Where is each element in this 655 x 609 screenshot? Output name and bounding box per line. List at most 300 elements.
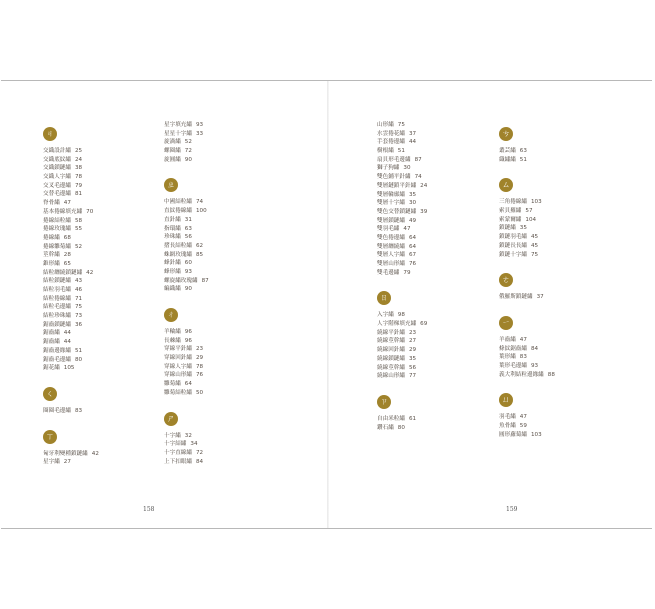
entry-name: 匈牙利變種鎖鏈繡 (43, 450, 88, 457)
entry-page-number: 74 (195, 199, 204, 206)
index-entry (499, 156, 599, 165)
entry-page-number: 43 (74, 278, 83, 285)
index-entry (164, 337, 264, 346)
bopomofo-badge: ㄕ (164, 412, 178, 426)
section-heading (499, 172, 599, 198)
entry-name: 繞線鎖鏈繡 (377, 355, 405, 362)
entry-page-number: 64 (408, 234, 417, 241)
book-spread (1, 80, 652, 529)
entry-page-number: 24 (420, 182, 428, 189)
bopomofo-badge: ㄓ (164, 178, 178, 192)
section-gap (499, 259, 599, 267)
entry-name: 山形繡 (377, 122, 394, 128)
entry-page-number: 93 (195, 122, 204, 128)
entry-name: 交叉毛邊繡 (43, 182, 71, 189)
entry-name: 珍珠繡 (164, 234, 181, 241)
index-entry (499, 224, 599, 233)
index-entry (43, 147, 143, 156)
index-entry (164, 259, 264, 268)
entry-page-number: 51 (397, 148, 405, 155)
index-entry (377, 311, 477, 320)
entry-page-number: 100 (195, 208, 207, 215)
entry-name: 交替毛邊繡 (43, 191, 71, 198)
entry-page-number: 104 (525, 216, 537, 223)
index-entry (377, 121, 477, 130)
entry-page-number: 23 (408, 329, 417, 336)
entry-name: 結粒珍珠繡 (43, 313, 71, 320)
index-entry (43, 347, 143, 356)
index-entry (43, 356, 143, 365)
index-entry (499, 413, 599, 422)
entry-name: 交織設計繡 (43, 148, 71, 154)
index-entry (164, 458, 264, 467)
entry-name: 義大利結粒邊緣繡 (499, 371, 544, 378)
entry-page-number: 103 (530, 199, 542, 206)
entry-name: 水雲捲花繡 (377, 130, 405, 137)
entry-page-number: 36 (74, 321, 83, 328)
index-entry (377, 173, 477, 182)
index-entry (377, 251, 477, 260)
entry-page-number: 38 (74, 165, 83, 172)
entry-name: 羊輪繡 (164, 329, 181, 335)
entry-page-number: 75 (397, 122, 405, 128)
entry-name: 捲線雛菊繡 (43, 243, 71, 250)
entry-page-number: 37 (536, 294, 544, 301)
entry-page-number: 35 (408, 355, 417, 362)
entry-name: 穿線回針繡 (164, 355, 192, 362)
entry-name: 繞線莖幹繡 (377, 364, 405, 371)
entry-name: 脊骨繡 (43, 200, 60, 207)
entry-name: 鋸花繡 (43, 365, 60, 372)
entry-name: 穿線人字繡 (164, 363, 192, 370)
entry-page-number: 27 (63, 459, 71, 466)
index-entry (43, 243, 143, 252)
index-entry (377, 234, 477, 243)
bopomofo-badge: ㄘ (499, 127, 513, 141)
index-entry (499, 198, 599, 207)
index-entry (377, 260, 477, 269)
index-entry (164, 354, 264, 363)
entry-page-number: 35 (408, 191, 417, 198)
index-entry (377, 147, 477, 156)
entry-page-number: 32 (184, 432, 192, 439)
index-entry (43, 164, 143, 173)
section-gap (499, 302, 599, 310)
entry-name: 繞線莖幹繡 (377, 338, 405, 345)
entry-name: 雙層十字繡 (377, 200, 405, 207)
index-entry (164, 328, 264, 337)
section-heading (377, 389, 477, 415)
entry-name: 雙色捲邊繡 (377, 234, 405, 241)
entry-page-number: 64 (408, 243, 417, 250)
entry-name: 結粒毛邊繡 (43, 304, 71, 311)
index-entry (377, 199, 477, 208)
entry-name: 交織人字繡 (43, 174, 71, 181)
entry-name: 交織底紋繡 (43, 156, 71, 163)
index-column-4 (499, 121, 599, 439)
index-entry (43, 321, 143, 330)
entry-name: 入字繡 (377, 312, 394, 319)
entry-page-number: 56 (408, 364, 417, 371)
entry-page-number: 75 (74, 304, 83, 311)
index-entry (499, 345, 599, 354)
index-entry (164, 345, 264, 354)
entry-name: 魚骨繡 (499, 423, 516, 429)
index-entry (164, 216, 264, 225)
index-entry (43, 329, 143, 338)
index-entry (377, 225, 477, 234)
entry-page-number: 67 (408, 252, 417, 259)
section-gap (377, 277, 477, 285)
index-entry (377, 364, 477, 373)
entry-name: 索貝羅繡 (499, 208, 522, 215)
entry-name: 雙層鏈鎖平針繡 (377, 182, 417, 189)
entry-name: 鋸齒鎖鏈繡 (43, 321, 71, 328)
section-gap (43, 416, 143, 424)
entry-name: 葉形毛邊繡 (499, 362, 527, 369)
entry-name: 交織鎖鏈繡 (43, 165, 71, 172)
index-column-1 (43, 121, 143, 467)
entry-page-number: 84 (195, 458, 204, 465)
entry-page-number: 73 (74, 313, 83, 320)
section-gap (164, 164, 264, 172)
bopomofo-badge: ㄩ (499, 393, 513, 407)
entry-page-number: 61 (408, 415, 417, 422)
index-entry (43, 173, 143, 182)
entry-name: 蜂針繡 (164, 260, 181, 267)
entry-page-number: 30 (403, 165, 411, 172)
index-entry (377, 164, 477, 173)
index-entry (164, 251, 264, 260)
entry-name: 長棘繡 (164, 337, 181, 344)
page-number-right: 159 (506, 506, 518, 513)
index-entry (43, 234, 143, 243)
index-entry (499, 371, 599, 380)
entry-name: 直針繡 (164, 216, 181, 223)
entry-name: 雙層人字繡 (377, 252, 405, 259)
entry-page-number: 34 (190, 441, 198, 448)
entry-name: 織繡繡 (499, 156, 516, 163)
bopomofo-badge: ㄔ (164, 308, 178, 322)
entry-name: 自由米粒繡 (377, 415, 405, 422)
entry-name: 捲線繡 (43, 234, 60, 241)
entry-name: 人字階梯填充繡 (377, 321, 417, 328)
entry-page-number: 83 (519, 354, 527, 361)
entry-name: 鑽石繡 (377, 424, 394, 431)
entry-name: 雙羽毛繡 (377, 226, 400, 233)
entry-page-number: 52 (184, 139, 192, 146)
index-entry (164, 138, 264, 147)
entry-page-number: 42 (91, 450, 99, 457)
index-entry (43, 295, 143, 304)
entry-name: 基本捲線填充繡 (43, 208, 83, 215)
index-entry (377, 372, 477, 381)
section-heading (499, 267, 599, 293)
index-entry (43, 208, 143, 217)
index-entry (499, 293, 599, 302)
entry-name: 摺長結粒繡 (164, 242, 192, 249)
entry-page-number: 37 (408, 130, 417, 137)
bopomofo-badge: ㄒ (43, 430, 57, 444)
entry-page-number: 50 (195, 389, 204, 396)
index-entry (499, 147, 599, 156)
index-entry (43, 199, 143, 208)
section-heading (164, 302, 264, 328)
index-entry (499, 431, 599, 440)
entry-page-number: 45 (530, 234, 539, 241)
index-entry (164, 130, 264, 139)
index-entry (164, 440, 264, 449)
entry-page-number: 52 (74, 243, 83, 250)
index-entry (499, 216, 599, 225)
entry-name: 叢芸繡 (499, 148, 516, 154)
index-entry (43, 458, 143, 467)
index-entry (164, 121, 264, 130)
index-entry (43, 182, 143, 191)
index-entry (377, 208, 477, 217)
entry-name: 雙色鋪平針繡 (377, 174, 411, 181)
index-entry (499, 336, 599, 345)
entry-name: 鎖鏈十字繡 (499, 251, 527, 258)
entry-name: 條紋鋸齒繡 (499, 345, 527, 352)
section-heading (499, 121, 599, 147)
entry-page-number: 23 (195, 346, 204, 353)
entry-page-number: 63 (184, 225, 192, 232)
index-entry (164, 198, 264, 207)
index-entry (43, 286, 143, 295)
entry-page-number: 78 (195, 363, 204, 370)
index-entry (43, 407, 143, 416)
entry-page-number: 96 (184, 329, 192, 335)
entry-page-number: 30 (408, 200, 417, 207)
entry-name: 繞線平針繡 (377, 329, 405, 336)
index-entry (499, 353, 599, 362)
entry-page-number: 25 (74, 148, 83, 154)
entry-page-number: 47 (519, 336, 527, 343)
index-entry (377, 415, 477, 424)
index-entry (43, 190, 143, 199)
entry-page-number: 33 (195, 130, 204, 137)
bopomofo-badge: ㄐ (43, 127, 57, 141)
section-heading (43, 121, 143, 147)
index-entry (164, 363, 264, 372)
entry-name: 羊齒繡 (499, 336, 516, 343)
index-entry (499, 251, 599, 260)
entry-page-number: 75 (530, 251, 539, 258)
entry-name: 鋸齒毛邊繡 (43, 356, 71, 363)
index-entry (43, 251, 143, 260)
index-entry (164, 147, 264, 156)
index-entry (164, 380, 264, 389)
section-gap (499, 379, 599, 387)
entry-name: 指環繡 (164, 225, 181, 232)
index-entry (43, 225, 143, 234)
entry-name: 鎖鏈繡 (499, 225, 516, 232)
index-entry (377, 191, 477, 200)
entry-page-number: 24 (74, 156, 83, 163)
index-entry (164, 268, 264, 277)
entry-page-number: 81 (74, 191, 83, 198)
entry-page-number: 87 (201, 277, 209, 284)
entry-page-number: 47 (63, 200, 71, 207)
entry-page-number: 96 (184, 337, 192, 344)
entry-name: 穿線平針繡 (164, 346, 192, 353)
section-heading (43, 381, 143, 407)
entry-page-number: 80 (74, 356, 83, 363)
index-entry (499, 207, 599, 216)
entry-page-number: 58 (74, 217, 83, 224)
entry-name: 圈圈毛邊繡 (43, 407, 71, 414)
entry-name: 葉形繡 (499, 354, 516, 361)
entry-name: 穿線山形繡 (164, 372, 192, 379)
index-entry (377, 329, 477, 338)
entry-page-number: 77 (408, 373, 417, 380)
entry-page-number: 90 (184, 156, 192, 163)
index-column-2 (164, 121, 264, 466)
entry-page-number: 31 (184, 216, 192, 223)
index-entry (164, 225, 264, 234)
entry-page-number: 56 (184, 234, 192, 241)
entry-page-number: 69 (420, 321, 428, 328)
entry-page-number: 80 (397, 424, 405, 431)
bopomofo-badge: ㄙ (499, 178, 513, 192)
entry-name: 鋸齒邊緣繡 (43, 347, 71, 354)
entry-name: 雙層鎖鏈繡 (377, 217, 405, 224)
entry-name: 錐形繡 (43, 260, 60, 267)
section-gap (377, 381, 477, 389)
index-entry (377, 269, 477, 278)
entry-name: 雙層山形繡 (377, 261, 405, 267)
index-entry (377, 130, 477, 139)
entry-name: 星字填充繡 (164, 122, 192, 128)
section-gap (164, 294, 264, 302)
entry-name: 獅子狗繡 (377, 165, 400, 172)
entry-name: 雛菊結粒繡 (164, 389, 192, 396)
index-entry (377, 243, 477, 252)
entry-name: 十字直線繡 (164, 449, 192, 456)
entry-name: 索蒙爾繡 (499, 216, 522, 223)
section-gap (43, 373, 143, 381)
section-gap (499, 164, 599, 172)
page-number-left: 158 (143, 506, 155, 513)
index-entry (164, 371, 264, 380)
entry-name: 結粒捲線繡 (43, 295, 71, 302)
entry-name: 十字結繡 (164, 441, 187, 448)
entry-name: 俄羅斯鎖鏈繡 (499, 294, 533, 301)
index-entry (43, 277, 143, 286)
entry-page-number: 45 (530, 242, 539, 249)
entry-name: 繞線山形繡 (377, 373, 405, 380)
entry-page-number: 85 (195, 251, 204, 258)
index-entry (164, 285, 264, 294)
entry-name: 鎖鏈長長繡 (499, 242, 527, 249)
section-gap (164, 398, 264, 406)
index-entry (43, 269, 143, 278)
bopomofo-badge: ㄧ (499, 316, 513, 330)
entry-name: 羽毛繡 (499, 414, 516, 421)
index-entry (43, 450, 143, 459)
entry-page-number: 44 (408, 139, 417, 146)
entry-page-number: 79 (74, 182, 83, 189)
entry-page-number: 88 (547, 371, 555, 378)
entry-page-number: 44 (63, 330, 71, 337)
entry-name: 扇貝形毛邊繡 (377, 156, 411, 163)
index-entry (377, 182, 477, 191)
bopomofo-badge: ㄗ (377, 395, 391, 409)
entry-name: 鋸齒繡 (43, 330, 60, 337)
entry-name: 雛菊繡 (164, 381, 181, 388)
entry-name: 旋渦繡 (164, 139, 181, 146)
entry-name: 捲線結粒繡 (43, 217, 71, 224)
entry-page-number: 105 (63, 365, 75, 372)
index-entry (164, 277, 264, 286)
entry-page-number: 76 (195, 372, 204, 379)
section-heading (164, 406, 264, 432)
entry-name: 蜂形繡 (164, 268, 181, 275)
entry-page-number: 83 (74, 407, 83, 414)
entry-page-number: 68 (63, 234, 71, 241)
entry-name: 雙毛邊繡 (377, 269, 400, 276)
entry-page-number: 70 (86, 208, 94, 215)
index-entry (43, 217, 143, 226)
entry-page-number: 39 (420, 208, 428, 215)
index-entry (43, 156, 143, 165)
index-entry (164, 207, 264, 216)
entry-page-number: 59 (519, 423, 527, 429)
entry-name: 莖幹繡 (43, 252, 60, 259)
index-entry (377, 424, 477, 433)
index-entry (164, 242, 264, 251)
entry-name: 圓形蘿蔔繡 (499, 431, 527, 438)
entry-page-number: 72 (195, 449, 204, 456)
entry-page-number: 29 (408, 347, 417, 354)
entry-name: 直紋捲線繡 (164, 208, 192, 215)
entry-page-number: 29 (195, 355, 204, 362)
entry-name: 十字繡 (164, 432, 181, 439)
index-entry (164, 432, 264, 441)
bopomofo-badge: ㄜ (499, 273, 513, 287)
entry-page-number: 47 (403, 226, 411, 233)
page-gutter (327, 81, 329, 528)
entry-page-number: 49 (408, 217, 417, 224)
index-entry (499, 233, 599, 242)
entry-page-number: 93 (530, 362, 539, 369)
entry-name: 手套捲邊繡 (377, 139, 405, 146)
index-entry (43, 260, 143, 269)
index-entry (377, 320, 477, 329)
entry-name: 中國結粒繡 (164, 199, 192, 206)
entry-name: 鋸齒繡 (43, 339, 60, 346)
entry-name: 雙層纏繞繡 (377, 243, 405, 250)
entry-name: 繞線回針繡 (377, 347, 405, 354)
index-entry (377, 337, 477, 346)
entry-name: 旋圓繡 (164, 156, 181, 163)
entry-page-number: 46 (74, 287, 83, 293)
entry-page-number: 60 (184, 260, 192, 267)
index-entry (377, 217, 477, 226)
index-entry (499, 422, 599, 431)
entry-page-number: 79 (403, 269, 411, 276)
entry-page-number: 87 (414, 156, 422, 163)
entry-page-number: 74 (414, 174, 422, 181)
index-entry (499, 362, 599, 371)
index-entry (43, 303, 143, 312)
section-heading (499, 310, 599, 336)
index-entry (377, 138, 477, 147)
entry-name: 上下扣眼繡 (164, 458, 192, 465)
entry-name: 星星十字繡 (164, 130, 192, 137)
entry-page-number: 93 (184, 268, 192, 275)
